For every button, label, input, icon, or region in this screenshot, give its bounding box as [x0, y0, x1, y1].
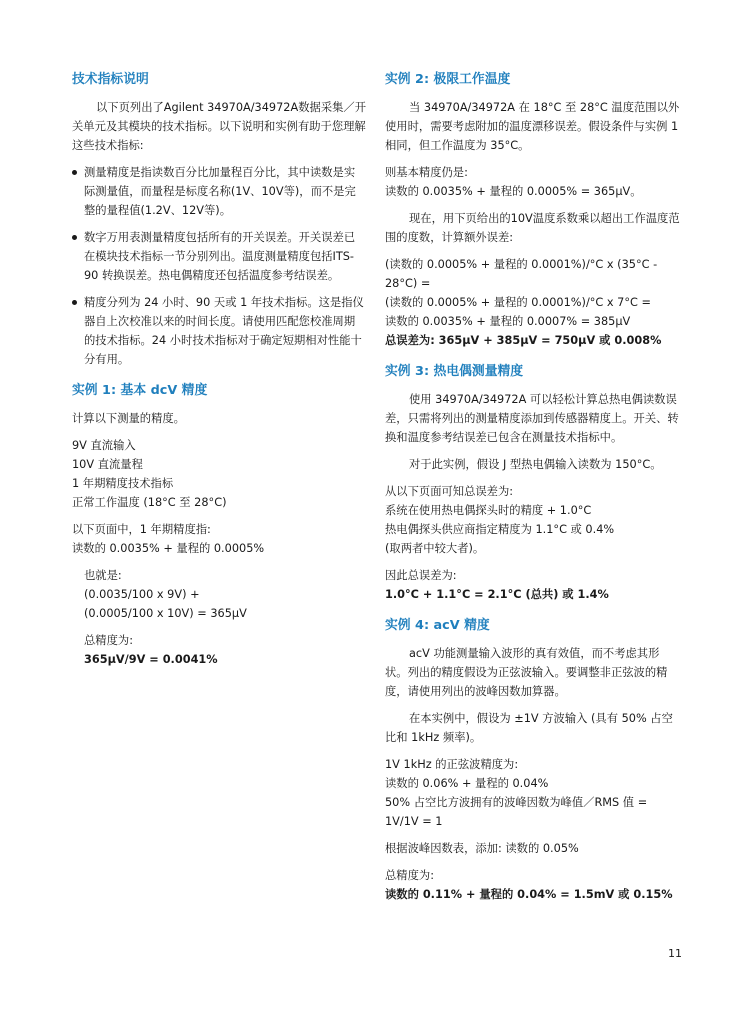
example-2-intro: 当 34970A/34972A 在 18°C 至 28°C 温度范围以外使用时，需要考虑附加的温度漂移误差。假设条件与实例 1 相同，但工作温度为 35°C。 — [385, 101, 680, 152]
example-2-paragraph: 现在，用下页给出的10V温度系数乘以超出工作温度范围的度数，计算额外误差: — [385, 212, 680, 244]
calculation-block — [72, 566, 366, 623]
acv-line: 1V 1kHz 的正弦波精度为: — [385, 758, 519, 771]
crest-factor-adder: 根据波峰因数表，添加: 读数的 0.05% — [385, 842, 579, 855]
acv-accuracy-block — [385, 755, 681, 831]
basic-accuracy-block — [385, 163, 681, 201]
right-column — [385, 70, 681, 912]
error-line: (取两者中较大者)。 — [385, 542, 485, 555]
calc-line: (0.0005/100 x 10V) = 365μV — [84, 607, 247, 620]
section-title-example-1: 实例 1: 基本 dcV 精度 — [72, 383, 208, 398]
calc-line: (读数的 0.0005% + 量程的 0.0001%)/°C x (35°C - 28°C) = — [385, 258, 658, 290]
spec-line: 以下页面中，1 年期精度指: — [72, 523, 211, 536]
error-line: 热电偶探头供应商指定精度为 1.1°C 或 0.4% — [385, 523, 615, 536]
total-accuracy-block — [72, 631, 366, 669]
page-number: 11 — [668, 947, 682, 960]
example-3-paragraph: 使用 34970A/34972A 可以轻松计算总热电偶读数误差，只需将列出的测量精度添加到传感器精度上。开关、转换和温度参考结误差已包含在测量技术指标中。 — [385, 393, 679, 444]
conditions-block — [72, 436, 366, 512]
section-title-spec-notes: 技术指标说明 — [72, 72, 149, 87]
list-item: 测量精度是指读数百分比加量程百分比，其中读数是实际测量值，而量程是标度名称(1V、10V等)，而不是完整的量程值(1.2V、12V等)。 — [72, 163, 366, 220]
total-value: 读数的 0.11% + 量程的 0.04% = 1.5mV 或 0.15% — [385, 888, 673, 901]
calc-line: (0.0035/100 x 9V) + — [84, 588, 200, 601]
spec-intro-paragraph: 以下页列出了Agilent 34970A/34972A数据采集／开关单元及其模块的技术指标。以下说明和实例有助于您理解这些技术指标: — [72, 101, 367, 152]
spec-block — [72, 520, 366, 558]
spec-notes-list — [72, 163, 366, 369]
basic-line: 读数的 0.0035% + 量程的 0.0005% = 365μV。 — [385, 185, 642, 198]
thermocouple-error-block — [385, 482, 681, 558]
extra-error-block — [385, 255, 681, 350]
total-value: 365μV/9V = 0.0041% — [84, 653, 218, 666]
total-label: 总精度为: — [84, 634, 133, 647]
total-label: 总精度为: — [385, 869, 434, 882]
section-title-example-3: 实例 3: 热电偶测量精度 — [385, 364, 524, 379]
left-column — [72, 70, 366, 677]
total-label: 因此总误差为: — [385, 569, 457, 582]
calc-instruction: 计算以下测量的精度。 — [72, 412, 185, 425]
total-error: 总误差为: 365μV + 385μV = 750μV 或 0.008% — [385, 334, 662, 347]
example-3-assumption: 对于此实例，假设 J 型热电偶输入读数为 150°C。 — [409, 458, 662, 471]
acv-total-block — [385, 866, 681, 904]
example-4-paragraph: acV 功能测量输入波形的真有效值，而不考虑其形状。列出的精度假设为正弦波输入。要调整非正弦波的精度，请使用列出的波峰因数加算器。 — [385, 647, 668, 698]
calc-line: 读数的 0.0035% + 量程的 0.0007% = 385μV — [385, 315, 631, 328]
spec-line: 读数的 0.0035% + 量程的 0.0005% — [72, 542, 265, 555]
error-line: 从以下页面可知总误差为: — [385, 485, 514, 498]
section-title-example-4: 实例 4: acV 精度 — [385, 618, 490, 633]
condition-line: 正常工作温度 (18°C 至 28°C) — [72, 496, 227, 509]
basic-line: 则基本精度仍是: — [385, 166, 468, 179]
list-item: 数字万用表测量精度包括所有的开关误差。开关误差已在模块技术指标一节分别列出。温度测量精度包括ITS-90 转换误差。热电偶精度还包括温度参考结误差。 — [72, 228, 366, 285]
acv-line: 读数的 0.06% + 量程的 0.04% — [385, 777, 549, 790]
acv-line: 50% 占空比方波拥有的波峰因数为峰值／RMS 值 = — [385, 796, 648, 809]
acv-line: 1V/1V = 1 — [385, 815, 443, 828]
condition-line: 1 年期精度技术指标 — [72, 477, 174, 490]
calc-line: 也就是: — [84, 569, 122, 582]
error-line: 系统在使用热电偶探头时的精度 + 1.0°C — [385, 504, 592, 517]
condition-line: 9V 直流输入 — [72, 439, 136, 452]
calc-line: (读数的 0.0005% + 量程的 0.0001%)/°C x 7°C = — [385, 296, 651, 309]
condition-line: 10V 直流量程 — [72, 458, 143, 471]
thermocouple-total-block — [385, 566, 681, 604]
section-title-example-2: 实例 2: 极限工作温度 — [385, 72, 511, 87]
total-value: 1.0°C + 1.1°C = 2.1°C (总共) 或 1.4% — [385, 588, 609, 601]
list-item: 精度分列为 24 小时、90 天或 1 年技术指标。这是指仪器自上次校准以来的时间长度。请使用匹配您校准周期的技术指标。24 小时技术指标对于确定短期相对性能十分有用。 — [72, 293, 366, 369]
example-4-assumption: 在本实例中，假设为 ±1V 方波输入 (具有 50% 占空比和 1kHz 频率)。 — [385, 712, 673, 744]
